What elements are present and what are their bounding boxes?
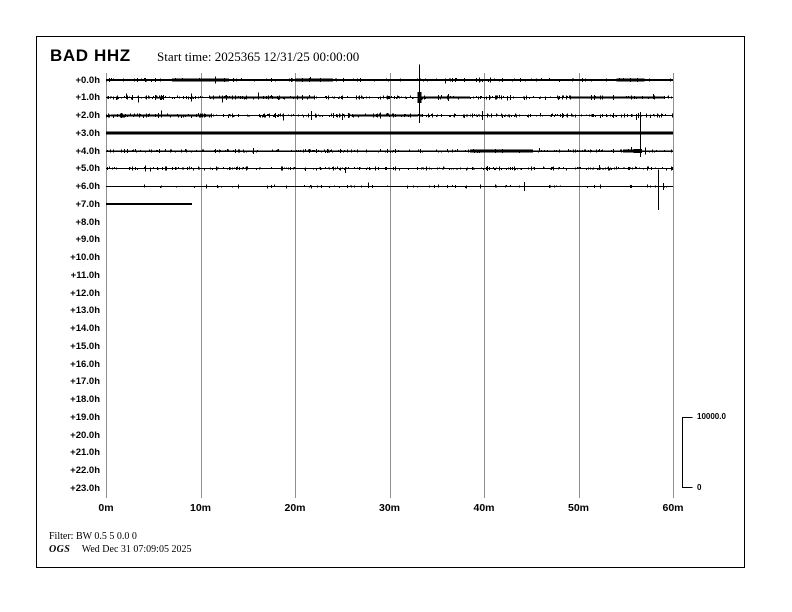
x-axis-label: 50m: [567, 502, 589, 514]
helicorder-trace: [106, 93, 673, 103]
x-axis-label: 60m: [662, 502, 684, 514]
y-axis-label: +1.0h: [75, 92, 100, 103]
amplitude-scale-max-label: 10000.0: [697, 412, 726, 421]
agency-line: [49, 544, 191, 555]
y-axis-label: +13.0h: [70, 305, 100, 316]
amplitude-scale-bracket: [683, 418, 693, 488]
x-axis-label: 40m: [473, 502, 495, 514]
x-axis-label: 30m: [378, 502, 400, 514]
x-axis-label: 10m: [189, 502, 211, 514]
y-axis-label: +17.0h: [70, 376, 100, 387]
amplitude-scale-min-label: 0: [697, 483, 702, 492]
y-axis-label: +3.0h: [75, 127, 100, 139]
y-axis-label: +11.0h: [70, 269, 100, 281]
y-axis-label: +9.0h: [75, 234, 100, 245]
event-blob: [417, 92, 421, 103]
y-axis-label: +21.0h: [70, 447, 100, 458]
y-axis-label: +10.0h: [70, 252, 100, 263]
helicorder-trace: [106, 165, 673, 173]
y-axis-label: +16.0h: [70, 358, 100, 370]
helicorder-trace: [106, 111, 673, 121]
event-blob: [634, 149, 643, 153]
y-axis-label: +19.0h: [70, 411, 100, 423]
y-axis-label: +8.0h: [75, 216, 100, 228]
helicorder-trace: [106, 182, 673, 191]
station-title: BAD HHZ: [50, 46, 131, 65]
y-axis-label: +7.0h: [75, 198, 100, 210]
y-axis-label: +23.0h: [70, 482, 100, 494]
y-axis-label: +12.0h: [70, 287, 100, 299]
y-axis-label: +18.0h: [70, 394, 100, 405]
y-axis-label: +20.0h: [70, 429, 100, 441]
start-time-label: Start time: 2025365 12/31/25 00:00:00: [157, 49, 360, 64]
helicorder-trace: [106, 147, 673, 155]
timestamp-label: Wed Dec 31 07:09:05 2025: [81, 544, 192, 555]
x-axis-label: 20m: [284, 502, 306, 514]
y-axis-label: +4.0h: [75, 145, 100, 157]
y-axis-label: +14.0h: [70, 323, 100, 334]
agency-label: OGS: [49, 544, 71, 555]
y-axis-label: +15.0h: [70, 340, 100, 352]
helicorder-trace: [106, 77, 673, 84]
y-axis-label: +0.0h: [75, 74, 100, 86]
y-axis-label: +5.0h: [75, 163, 100, 174]
y-axis-label: +6.0h: [75, 181, 100, 192]
y-axis-label: +2.0h: [75, 110, 100, 121]
y-axis-label: +22.0h: [70, 465, 100, 476]
x-axis-label: 0m: [98, 502, 114, 514]
filter-label: Filter: BW 0.5 5 0.0 0: [49, 531, 137, 542]
